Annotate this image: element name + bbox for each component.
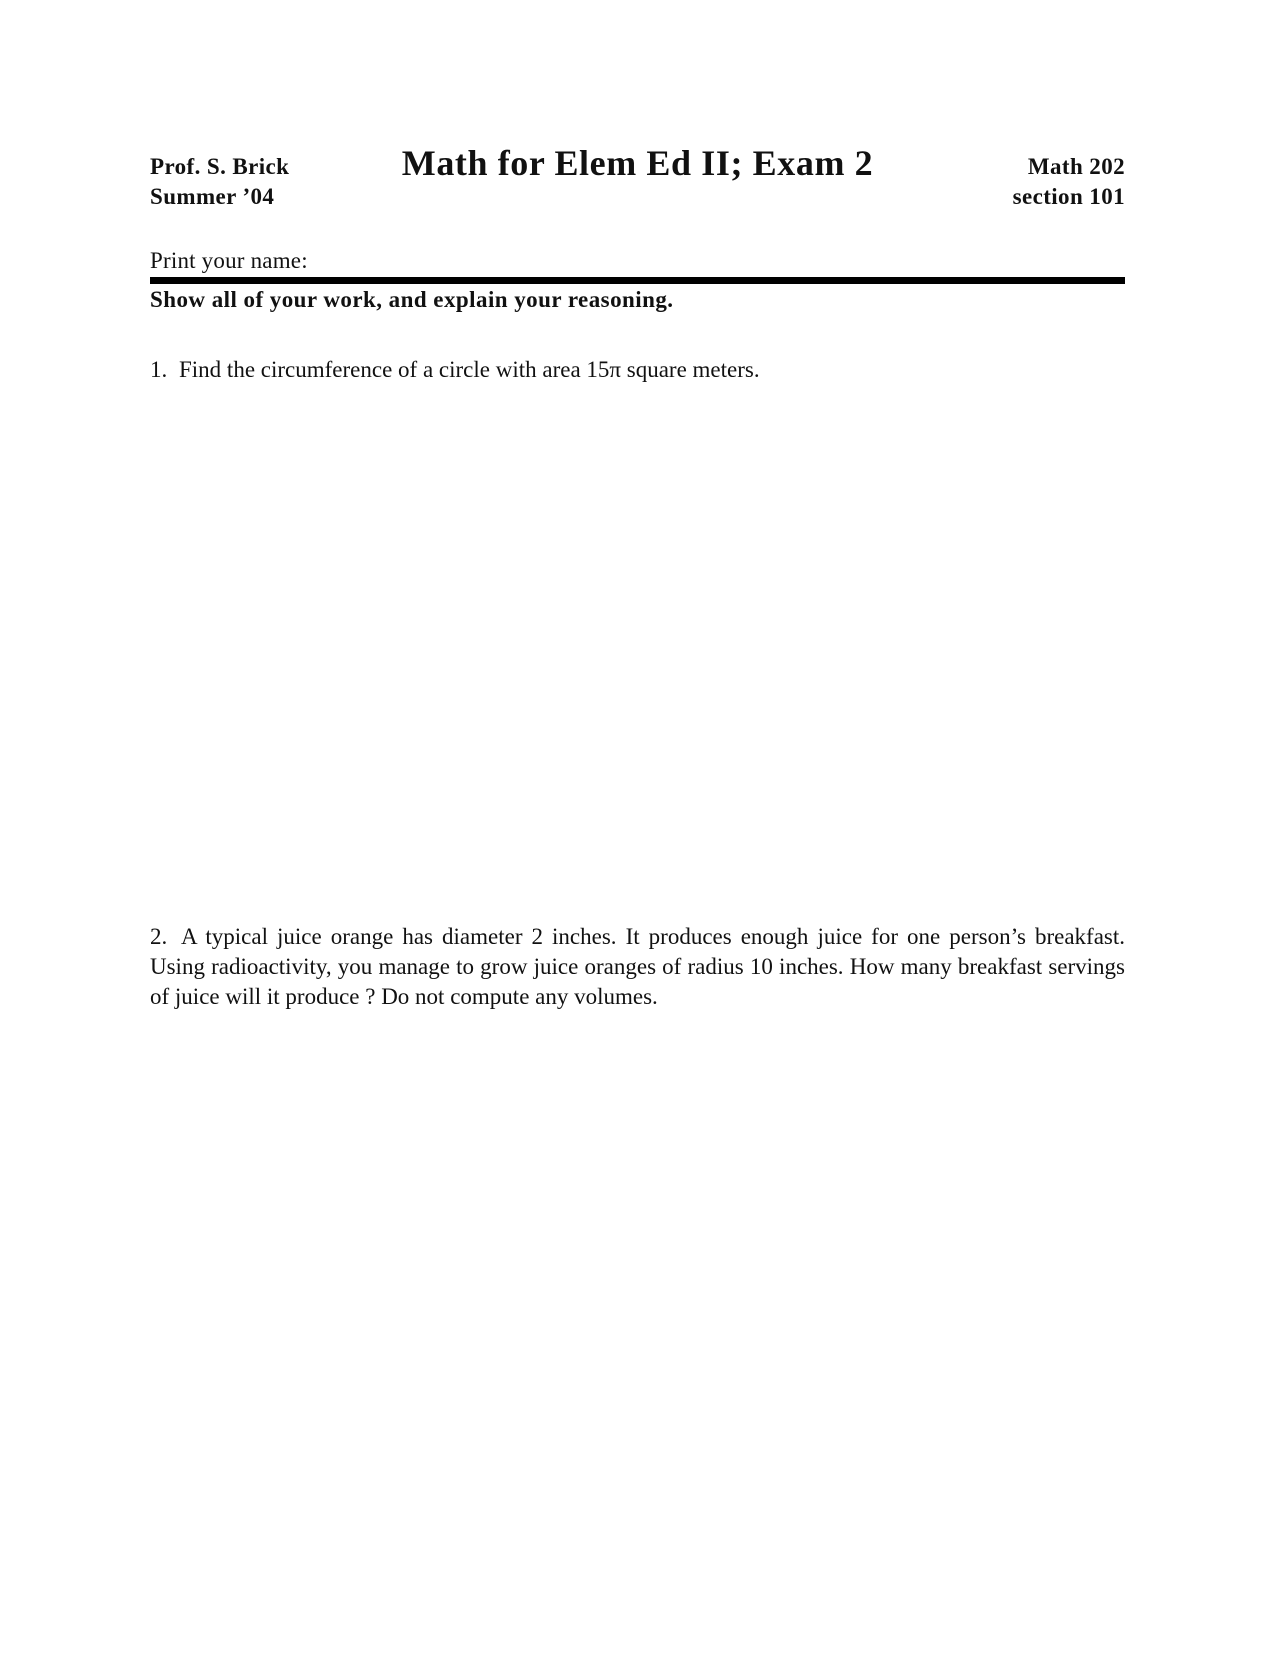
instructor-name: Prof. S. Brick [150, 154, 290, 179]
instructions: Show all of your work, and explain your reasoning. [150, 287, 674, 312]
term: Summer ’04 [150, 184, 275, 209]
course-number: Math 202 [1027, 154, 1125, 179]
name-prompt: Print your name: [150, 248, 308, 273]
exam-header [150, 143, 1125, 216]
section-number: section 101 [1012, 184, 1125, 209]
problem-2 [150, 922, 1125, 1012]
name-rule [150, 277, 1125, 284]
problem-number: 1. [150, 357, 168, 382]
header-right [1013, 152, 1125, 212]
problem-text: Find the circumference of a circle with area 15π square meters. [179, 357, 760, 382]
exam-title: Math for Elem Ed II; Exam 2 [401, 143, 874, 183]
problem-1 [150, 355, 1125, 385]
problem-number: 2. [150, 924, 168, 949]
problem-text: A typical juice orange has diameter 2 inches. It produces enough juice for one person’s breakfast. Using radioactivity, you manage to grow juice oranges of radius 10 inches. How many breakfast servings of juice will it produce ? Do not compute any volumes. [150, 924, 1125, 1009]
